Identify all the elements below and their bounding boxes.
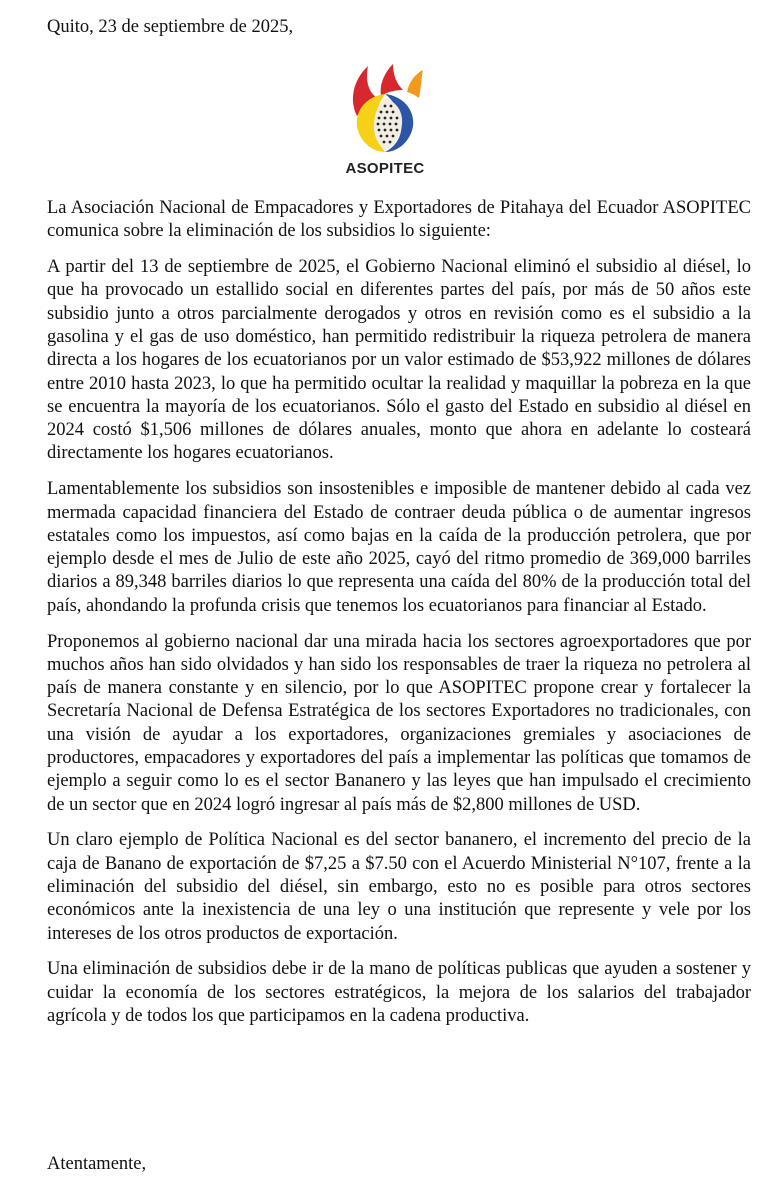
seed-dot — [380, 135, 383, 138]
seed-dot — [384, 117, 387, 120]
seed-dot — [380, 111, 383, 114]
seed-dot — [377, 123, 380, 126]
seed-dot — [386, 111, 389, 114]
seed-dot — [396, 129, 399, 132]
closing-line: Atentamente, — [47, 1154, 147, 1174]
pitahaya-logo-icon — [335, 58, 435, 158]
paragraph-proposal: Proponemos al gobierno nacional dar una mirada hacia los sectores agroexportadores que por muchos años han sido olvidados y han sido los responsables de traer la riqueza no petrolera al país de manera constante y en silencio, por lo que ASOPITEC propone crear y fortalecer la Secretaría Nacional de Defensa Estratégica de los sectores Exportadores no tradicionales, con una visión de ayudar a los exportadores, organizaciones gremiales y asociaciones de productores, empacadores y exportadores del país a implementar las políticas que tomamos de ejemplo a seguir como lo es el sector Bananero y las leyes que han impulsado el crecimiento de un sector que en 2024 logró ingresar al país más de $2,800 millones de USD. — [47, 631, 751, 815]
date-line: Quito, 23 de septiembre de 2025, — [47, 17, 294, 37]
seed-dot — [390, 105, 393, 108]
seed-dot — [384, 129, 387, 132]
seed-dot — [378, 129, 381, 132]
seed-dot — [383, 141, 386, 144]
seed-dot — [389, 123, 392, 126]
seed-dot — [389, 141, 392, 144]
paragraph-intro: La Asociación Nacional de Empacadores y Exportadores de Pitahaya del Ecuador ASOPITEC comunica sobre la eliminación de los subsidios lo siguiente: — [47, 198, 751, 242]
seed-dot — [395, 123, 398, 126]
seed-dot — [383, 123, 386, 126]
letter-body — [47, 197, 751, 1041]
logo-wordmark: ASOPITEC — [345, 160, 425, 177]
seed-dot — [378, 117, 381, 120]
paragraph-diesel-subsidy: A partir del 13 de septiembre de 2025, el Gobierno Nacional eliminó el subsidio al diésel, lo que ha provocado un estallido social en diferentes partes del país, por más de 50 años este subsidio junto a otros parcialmente derogados y otros en revisión como es el subsidio a la gasolina y el gas de uso doméstico, han permitido redistribuir la riqueza petrolera de manera directa a los hogares de los ecuatorianos por un valor estimado de $53,922 millones de dólares entre 2010 hasta 2023, lo que ha permitido ocultar la realidad y maquillar la pobreza en la que se encuentra la mayoría de los ecuatorianos. Sólo el gasto del Estado en subsidio al diésel en 2024 costó $1,506 millones de dólares anuales, monto que ahora en adelante lo costeará directamente los hogares ecuatorianos. — [47, 257, 751, 464]
seed-dot — [392, 111, 395, 114]
seed-dot — [392, 135, 395, 138]
seed-dot — [384, 105, 387, 108]
paragraph-unsustainable-subsidies: Lamentablemente los subsidios son insostenibles e imposible de mantener debido al cada vez mermada capacidad financiera del Estado de contraer deuda pública o de aumentar ingresos estatales como los impuestos, así como bajas en la caída de la producción petrolera, que por ejemplo desde el mes de Julio de este año 2025, cayó del ritmo promedio de 369,000 barriles diarios a 89,348 barriles diarios lo que representa una caída del 80% de la producción total del país, ahondando la profunda crisis que tenemos los ecuatorianos para financiar al Estado. — [47, 479, 751, 616]
paragraph-conclusion: Una eliminación de subsidios debe ir de la mano de políticas publicas que ayuden a sostener y cuidar la economía de los sectores estratégicos, la mejora de los salarios del trabajador agrícola y de todos los que participamos en la cadena productiva. — [47, 959, 751, 1026]
asopitec-logo — [335, 58, 435, 182]
seed-dot — [390, 129, 393, 132]
seed-dot — [390, 117, 393, 120]
seed-dot — [396, 117, 399, 120]
paragraph-banana-example: Un claro ejemplo de Política Nacional es del sector bananero, el incremento del precio de la caja de Banano de exportación de $7,25 a $7.50 con el Acuerdo Ministerial N°107, frente a la eliminación del subsidio del diésel, sin embargo, esto no es posible para otros sectores económicos ante la inexistencia de una ley o una institución que represente y vele por los intereses de los otros productos de exportación. — [47, 830, 751, 944]
seed-dot — [386, 135, 389, 138]
